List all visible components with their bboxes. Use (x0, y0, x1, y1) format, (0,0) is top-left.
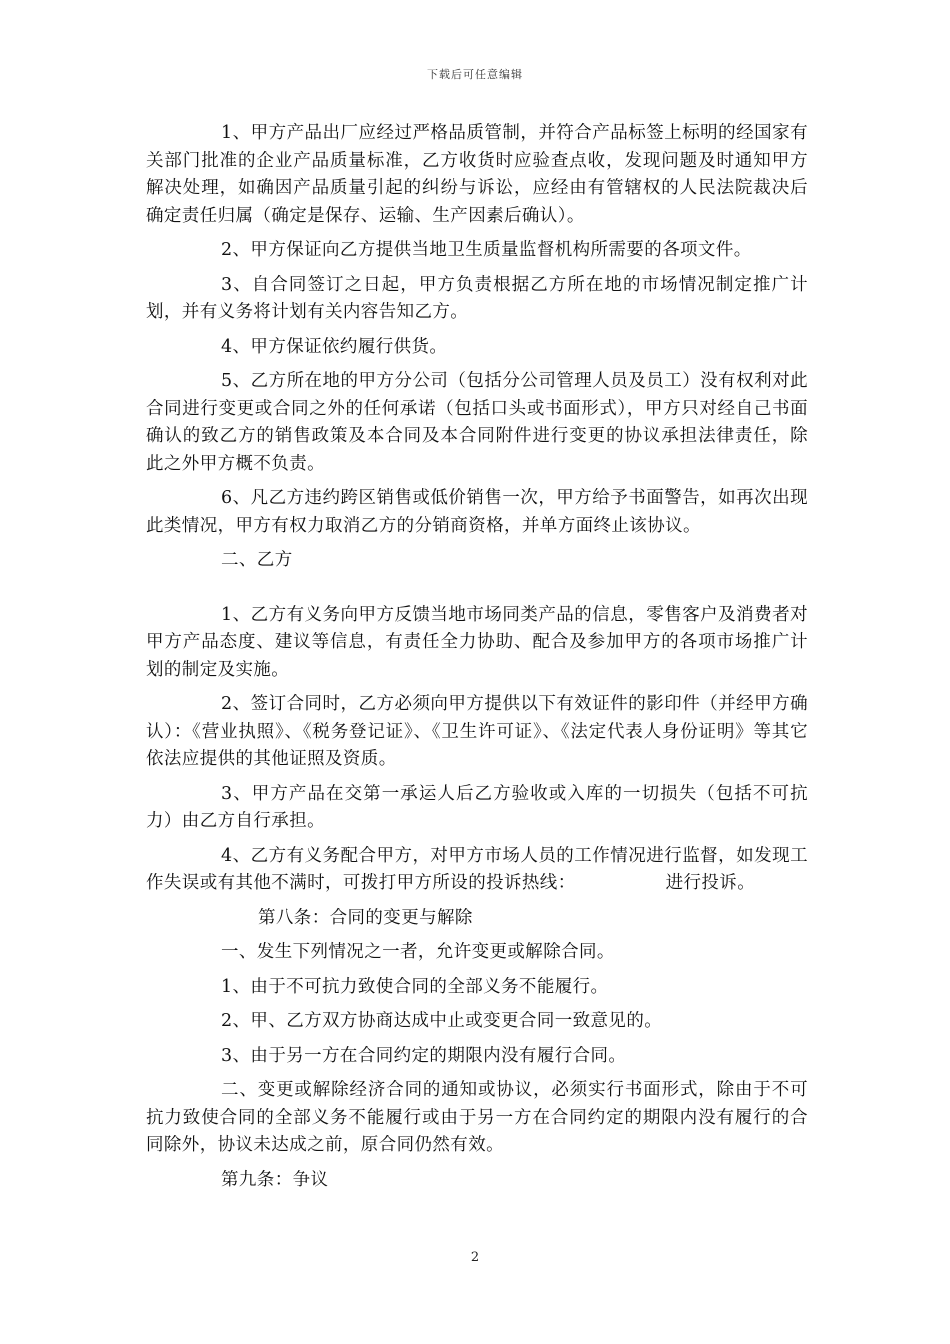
clause-party-b-3: 3、甲方产品在交第一承运人后乙方验收或入库的一切损失（包括不可抗力）由乙方自行承担。 (146, 783, 808, 831)
section-heading-party-b: 二、乙方 (221, 550, 293, 570)
clause-party-b-2: 2、签订合同时，乙方必须向甲方提供以下有效证件的影印件（并经甲方确认）：《营业执照》、《税务登记证》、《卫生许可证》、《法定代表人身份证明》等其它依法应提供的其他证照及资质。 (146, 694, 808, 769)
article-9-heading: 第九条：争议 (221, 1169, 329, 1190)
clause-party-b-4-text: 4、乙方有义务配合甲方，对甲方市场人员的工作情况进行监督，如发现工作失误或有其他不满时，可拨打甲方所设的投诉热线： (146, 845, 808, 893)
article-8-heading: 第八条：合同的变更与解除 (258, 907, 473, 928)
clause-party-a-6: 6、凡乙方违约跨区销售或低价销售一次，甲方给予书面警告，如再次出现此类情况，甲方有权力取消乙方的分销商资格，并单方面终止该协议。 (146, 488, 808, 536)
clause-party-a-1: 1、甲方产品出厂应经过严格品质管制，并符合产品标签上标明的经国家有关部门批准的企业产品质量标准，乙方收货时应验查点收，发现问题及时通知甲方解决处理，如确因产品质量引起的纠纷与诉讼，应经由有管辖权的人民法院裁决后确定责任归属（确定是保存、运输、生产因素后确认）。 (146, 123, 808, 226)
page-header: 下载后可任意编辑 (427, 68, 523, 81)
clause-party-b-4-tail: 进行投诉。 (665, 873, 756, 893)
clause-party-b-1: 1、乙方有义务向甲方反馈当地市场同类产品的信息，零售客户及消费者对甲方产品态度、建议等信息，有责任全力协助、配合及参加甲方的各项市场推广计划的制定及实施。 (146, 604, 808, 680)
clause-party-b-4 (146, 843, 808, 898)
article-8-item-1: 1、由于不可抗力致使合同的全部义务不能履行。 (221, 976, 609, 997)
clause-party-a-4: 4、甲方保证依约履行供货。 (221, 336, 448, 357)
page-number: 2 (470, 1250, 480, 1265)
spacer (146, 582, 808, 602)
article-8-section-1: 一、发生下列情况之一者，允许变更或解除合同。 (221, 942, 615, 962)
article-8-section-2: 二、变更或解除经济合同的通知或协议，必须实行书面形式，除由于不可抗力致使合同的全部义务不能履行或由于另一方在合同约定的期限内没有履行的合同除外，协议未达成之前，原合同仍然有效。 (146, 1080, 808, 1155)
article-8-item-3: 3、由于另一方在合同约定的期限内没有履行合同。 (221, 1045, 627, 1066)
article-8-item-2: 2、甲、乙方双方协商达成中止或变更合同一致意见的。 (221, 1011, 663, 1031)
clause-party-a-3: 3、自合同签订之日起，甲方负责根据乙方所在地的市场情况制定推广计划，并有义务将计划有关内容告知乙方。 (146, 274, 808, 322)
clause-party-a-5: 5、乙方所在地的甲方分公司（包括分公司管理人员及员工）没有权利对此合同进行变更或合同之外的任何承诺（包括口头或书面形式），甲方只对经自己书面确认的致乙方的销售政策及本合同及本合同附件进行变更的协议承担法律责任，除此之外甲方概不负责。 (146, 371, 808, 474)
clause-party-a-2: 2、甲方保证向乙方提供当地卫生质量监督机构所需要的各项文件。 (221, 240, 752, 260)
document-body (146, 120, 808, 1201)
